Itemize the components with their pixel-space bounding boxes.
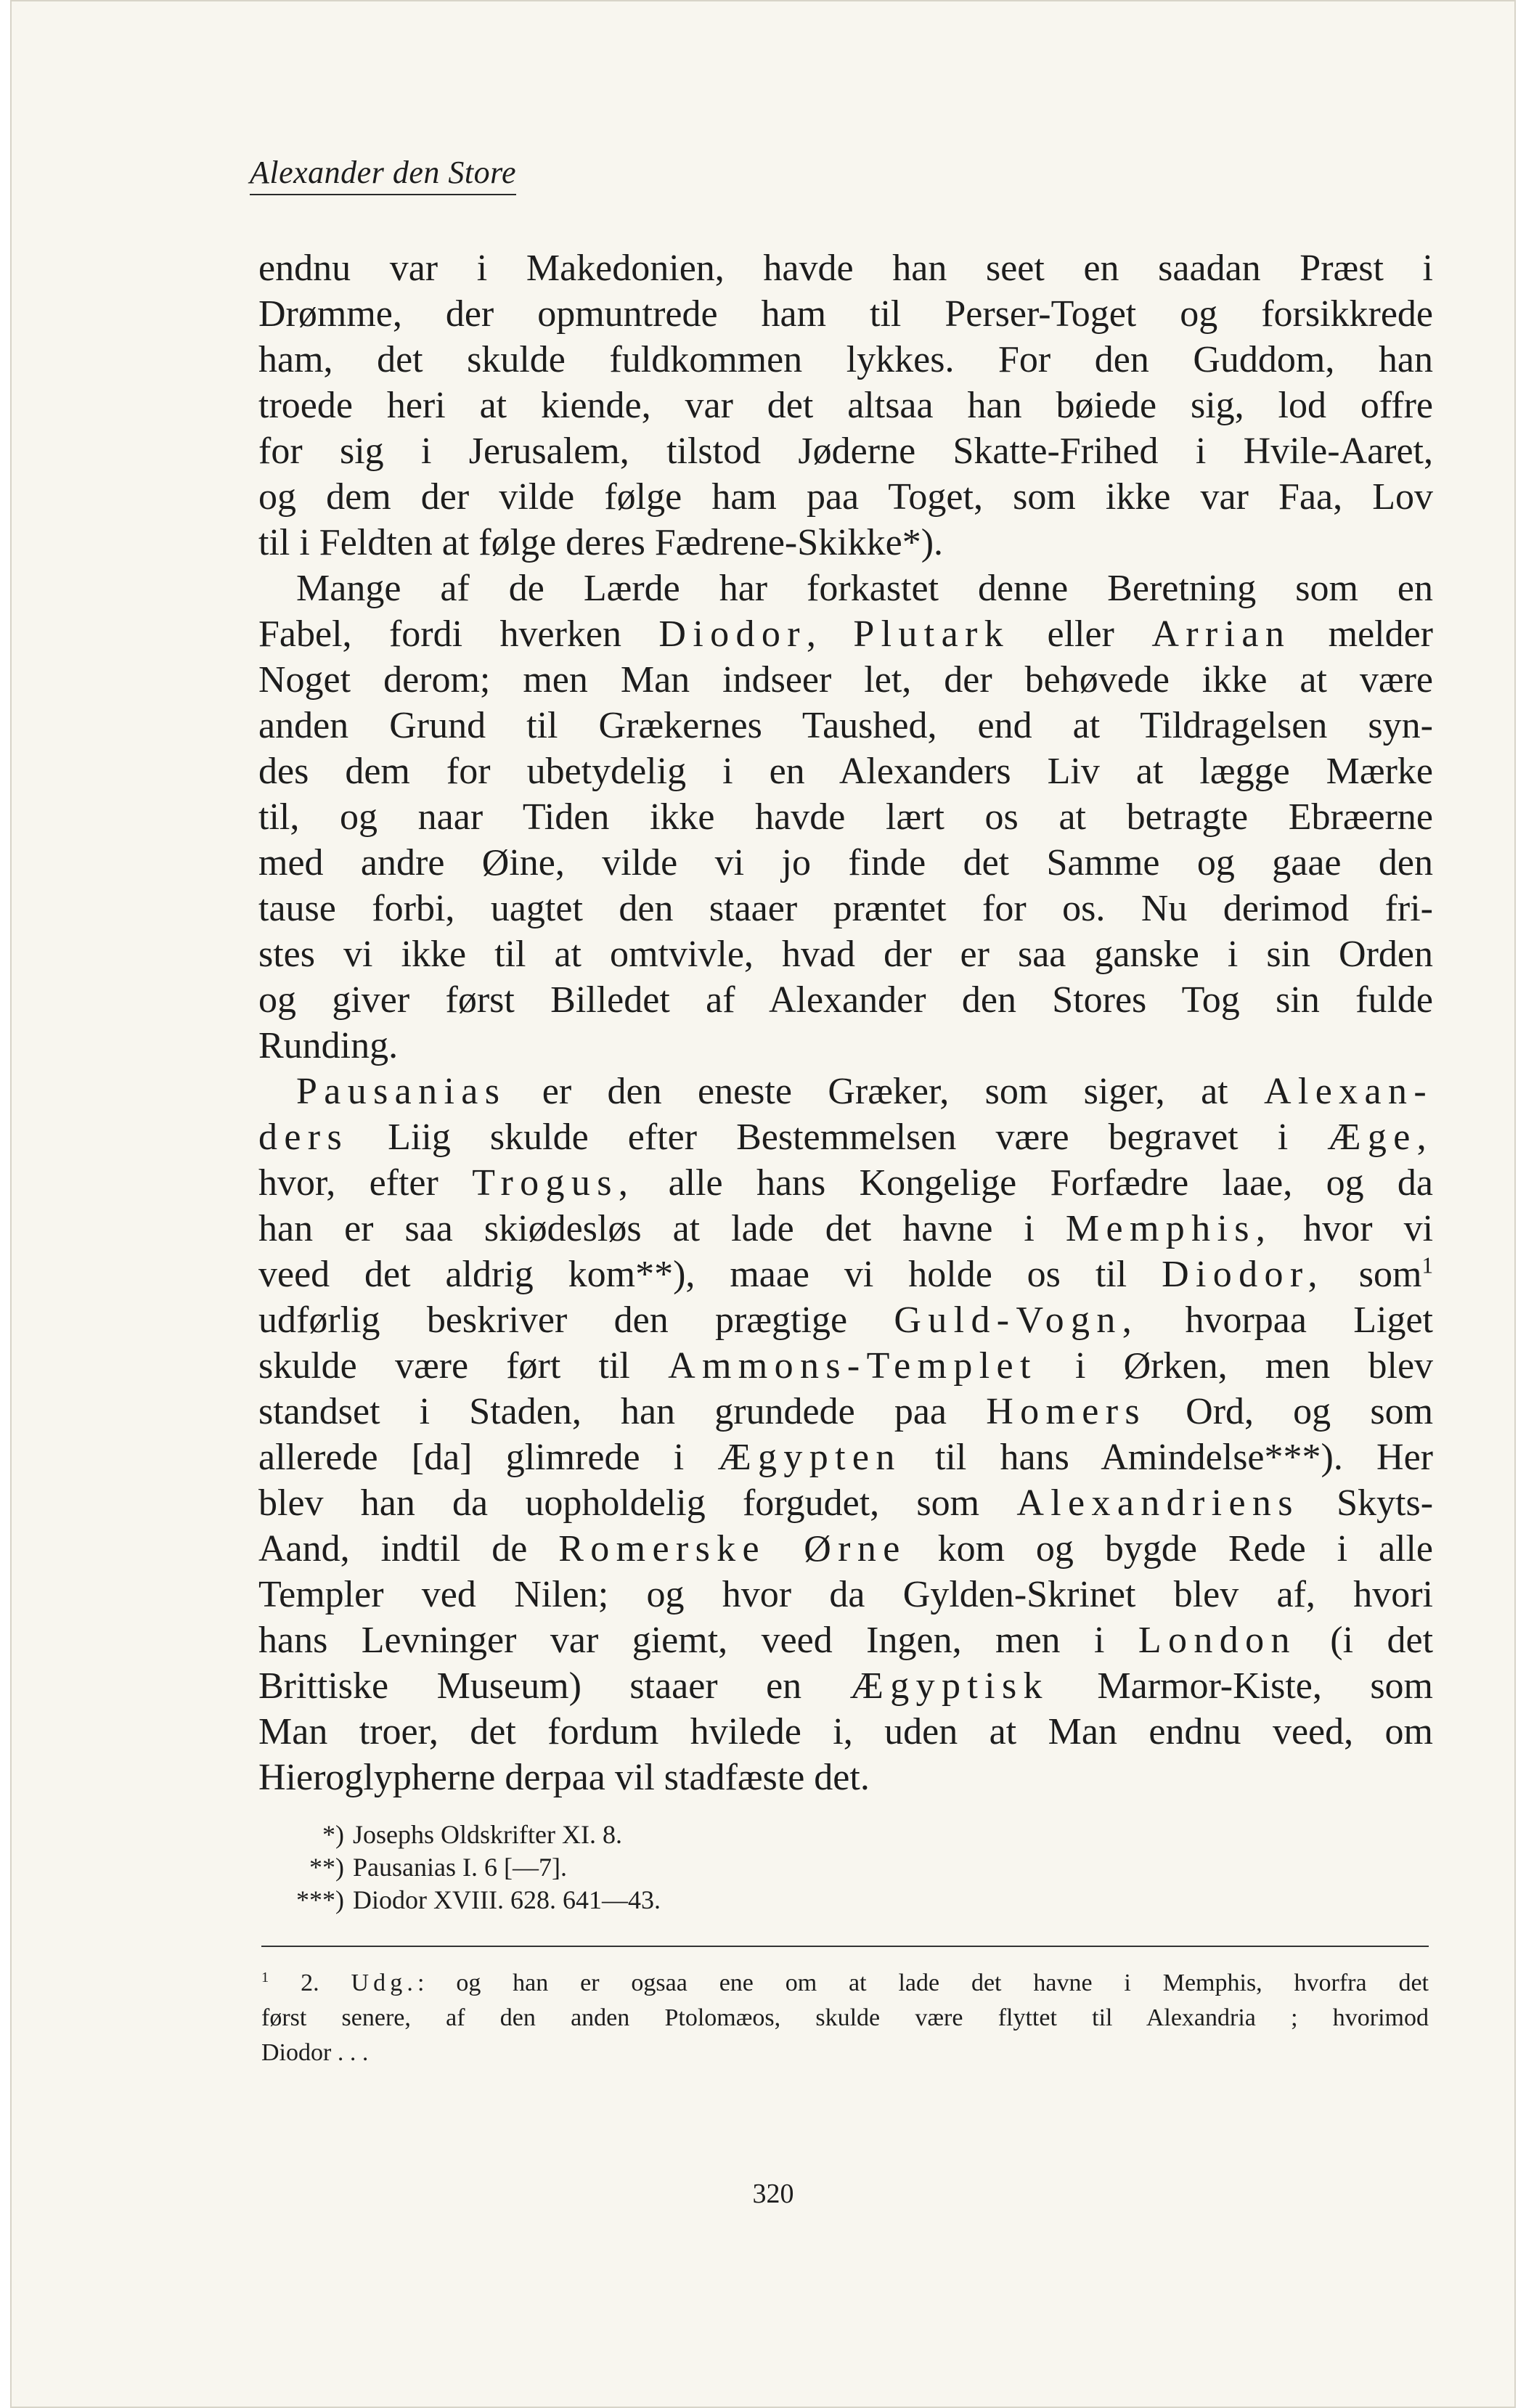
spaced-name: Ægyptisk (849, 1665, 1049, 1707)
text-line: tause forbi, uagtet den staaer præntet for os. Nu derimod fri- (258, 888, 1433, 929)
spaced-name: Plutark (853, 613, 1011, 655)
text-run: Mange af de Lærde har forkastet denne Beretning som en (296, 568, 1433, 609)
text-line: anden Grund til Grækernes Taushed, end at Tildragelsen syn- (258, 705, 1433, 746)
text-line (258, 1252, 1433, 1297)
text-line: til, og naar Tiden ikke havde lært os at betragte Ebræerne (258, 796, 1433, 838)
text-run: allerede [da] glimrede i (258, 1437, 685, 1478)
text-line: des dem for ubetydelig i en Alexanders Liv at lægge Mærke (258, 751, 1433, 792)
spaced-name: Trogus, (472, 1162, 635, 1204)
text-line: endnu var i Makedonien, havde han seet en saadan Præst i (258, 248, 1433, 289)
spaced-name: Romerske Ørne (558, 1528, 907, 1570)
text-run: Ord, og som (1186, 1391, 1434, 1432)
text-line (258, 1160, 1433, 1206)
text-line (258, 1297, 1433, 1343)
text-run: alle hans Kongelige Forfædre laae, og da (668, 1162, 1434, 1204)
text-run: hvorpaa Liget (1185, 1299, 1434, 1341)
text-line (258, 1114, 1433, 1160)
text-run: hans Levninger var giemt, veed Ingen, men i (258, 1620, 1105, 1661)
text-run: standset i Staden, han grundede paa (258, 1391, 947, 1432)
text-line: og dem der vilde følge ham paa Toget, som ikke var Faa, Lov (258, 476, 1433, 518)
footnotes (264, 1819, 918, 1917)
page-sheet (10, 0, 1516, 2408)
footnote-text: Diodor XVIII. 628. 641—43. (353, 1885, 661, 1914)
text-line: Fabel, fordi hverken Diodor, Plutark eller Arrian melder (258, 613, 1433, 655)
text-line (258, 1389, 1433, 1434)
text-run: skulde være ført til (258, 1345, 630, 1387)
spaced-name: ders (258, 1117, 349, 1158)
text-run: : og han er ogsaa ene om at lade det havne i Memphis, hvorfra det (417, 1970, 1429, 1996)
footnote-mark: ***) (296, 1885, 344, 1914)
footnote-ref: 1 (1421, 1252, 1434, 1278)
text-line: troede heri at kiende, var det altsaa han bøiede sig, lod offre (258, 385, 1433, 426)
text-run: hvor vi (1303, 1208, 1434, 1249)
text-run: veed det aldrig kom**), maae vi holde os til (258, 1254, 1127, 1295)
text-run: til hans Amindelse***). Her (934, 1437, 1433, 1478)
spaced-name: Ammons-Templet (668, 1345, 1037, 1387)
text-run: Aand, indtil de (258, 1528, 528, 1570)
text-line: Diodor . . . (261, 2039, 369, 2066)
spaced-name: Diodor (658, 613, 807, 655)
text-line: Hieroglypherne derpaa vil stadfæste det. (258, 1757, 870, 1798)
footnote (264, 1884, 918, 1917)
spaced-name: London (1138, 1620, 1297, 1661)
text-run: er den eneste Græker, som siger, at (542, 1071, 1228, 1112)
text-run: Fabel, fordi hverken (258, 613, 621, 655)
text-run: Skyts- (1337, 1482, 1434, 1524)
footnote-ref: 1 (261, 1969, 269, 1985)
text-line: Man troer, det fordum hvilede i, uden at Man endnu veed, om (258, 1711, 1433, 1752)
spaced-name: Memphis, (1065, 1208, 1273, 1249)
footnote-divider (261, 1946, 1429, 1947)
spaced-name: Udg. (351, 1970, 417, 1996)
running-header: Alexander den Store (250, 154, 516, 195)
text-line (258, 1480, 1433, 1526)
spaced-name: Alexandriens (1016, 1482, 1299, 1524)
footnote-text: Josephs Oldskrifter XI. 8. (353, 1820, 622, 1849)
text-line: Templer ved Nilen; og hvor da Gylden-Skrinet blev af, hvori (258, 1574, 1433, 1615)
text-run: Brittiske Museum) staaer en (258, 1665, 802, 1707)
text-line (258, 566, 1433, 611)
text-run: 2. (301, 1970, 319, 1996)
text-run: blev han da uopholdelig forgudet, som (258, 1482, 980, 1524)
text-line (258, 1206, 1433, 1252)
text-line: for sig i Jerusalem, tilstod Jøderne Skatte-Frihed i Hvile-Aaret, (258, 430, 1433, 472)
spaced-name: Diodor, (1162, 1254, 1324, 1295)
text-line: ham, det skulde fuldkommen lykkes. For den Guddom, han (258, 339, 1433, 380)
text-line (261, 1966, 1429, 2001)
spaced-name: Pausanias (296, 1071, 507, 1112)
text-line: med andre Øine, vilde vi jo finde det Samme og gaae den (258, 842, 1433, 883)
text-run: udførlig beskriver den prægtige (258, 1299, 848, 1341)
text-run: Marmor-Kiste, som (1097, 1665, 1434, 1707)
spaced-name: Arrian (1151, 613, 1292, 655)
text-line (258, 1663, 1433, 1709)
text-run: som (1358, 1254, 1422, 1295)
spaced-name: Homers (986, 1391, 1146, 1432)
text-line: stes vi ikke til at omtvivle, hvad der er saa ganske i sin Orden (258, 934, 1433, 975)
footnote-text: Pausanias I. 6 [—7]. (353, 1853, 567, 1882)
text-run: melder (1328, 613, 1433, 655)
text-run: Liig skulde efter Bestemmelsen være begravet i (388, 1117, 1289, 1158)
spaced-name: Alexan- (1264, 1071, 1434, 1112)
text-run: hvor, efter (258, 1162, 438, 1204)
text-line (258, 1617, 1433, 1663)
editorial-note (261, 1966, 1429, 2070)
text-run: kom og bygde Rede i alle (937, 1528, 1433, 1570)
page-number: 320 (752, 2179, 794, 2209)
text-run: i Ørken, men blev (1074, 1345, 1434, 1387)
text-line: Runding. (258, 1025, 399, 1066)
text-line (258, 1526, 1433, 1572)
text-line: Drømme, der opmuntrede ham til Perser-Toget og forsikkrede (258, 293, 1433, 335)
text-run: eller (1047, 613, 1114, 655)
text-run: (i det (1330, 1620, 1434, 1661)
footnote-mark: *) (322, 1820, 344, 1849)
spaced-name: Æge, (1327, 1117, 1434, 1158)
text-line (258, 1343, 1433, 1389)
text-line (258, 1434, 1433, 1480)
text-line: Noget derom; men Man indseer let, der behøvede ikke at være (258, 659, 1433, 701)
spaced-name: Guld-Vogn, (894, 1299, 1139, 1341)
footnote (264, 1819, 918, 1851)
footnote-mark: **) (309, 1853, 344, 1882)
text-line: til i Feldten at følge deres Fædrene-Skikke*). (258, 522, 944, 563)
footnote (264, 1851, 918, 1884)
spaced-name: Ægypten (717, 1437, 902, 1478)
body-text (258, 245, 1433, 1800)
text-line: først senere, af den anden Ptolomæos, skulde være flyttet til Alexandria ; hvorimod (261, 2004, 1429, 2031)
text-run: han er saa skiødesløs at lade det havne i (258, 1208, 1035, 1249)
text-line: og giver først Billedet af Alexander den Stores Tog sin fulde (258, 979, 1433, 1021)
text-line (258, 1069, 1433, 1114)
